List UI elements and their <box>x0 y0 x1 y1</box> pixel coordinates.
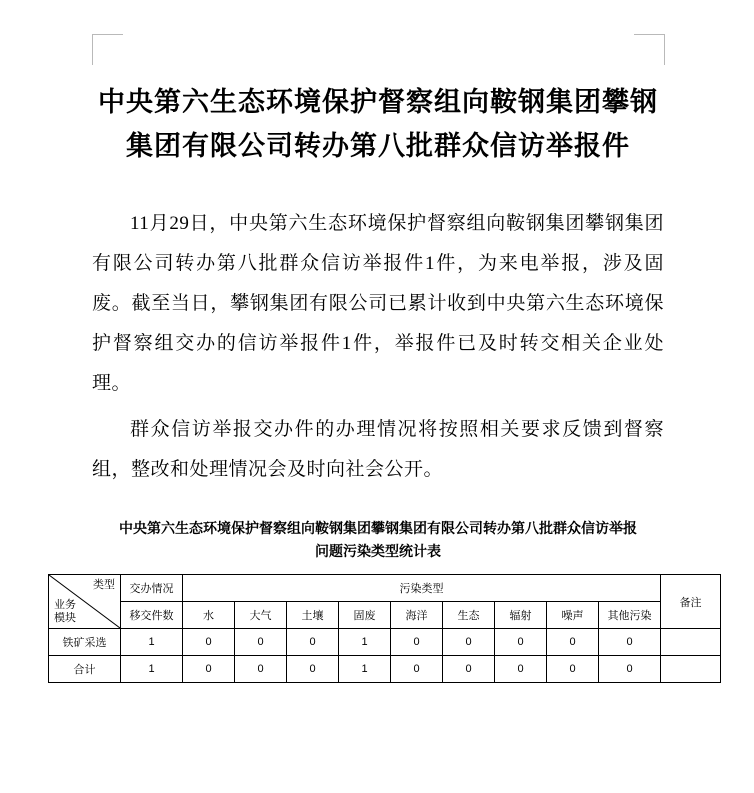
cell-solid-waste: 1 <box>339 629 391 656</box>
paragraph-2: 群众信访举报交办件的办理情况将按照相关要求反馈到督察组，整改和处理情况会及时向社会公开。 <box>92 419 664 480</box>
cell-ocean: 0 <box>391 656 443 683</box>
cell-noise: 0 <box>547 629 599 656</box>
sub-header-3: 土壤 <box>287 602 339 629</box>
corner-bottom-label: 业务 模块 <box>54 599 76 624</box>
cell-other-pollution: 0 <box>599 656 661 683</box>
sub-header-1: 水 <box>183 602 235 629</box>
cell-remark <box>661 656 721 683</box>
table-corner-cell <box>49 575 121 629</box>
cell-soil: 0 <box>287 656 339 683</box>
table-row <box>49 629 721 656</box>
cell-radiation: 0 <box>495 629 547 656</box>
table-header-row-2 <box>49 602 721 629</box>
cell-water: 0 <box>183 629 235 656</box>
cell-transfer-count: 1 <box>121 629 183 656</box>
body-text <box>92 204 664 490</box>
sub-header-0: 移交件数 <box>121 602 183 629</box>
table-caption: 中央第六生态环境保护督察组向鞍钢集团攀钢集团有限公司转办第八批群众信访举报问题污染类型统计表 <box>119 522 637 560</box>
cell-other-pollution: 0 <box>599 629 661 656</box>
sub-header-9: 其他污染 <box>599 602 661 629</box>
group-header-transfer: 交办情况 <box>121 575 183 602</box>
cell-radiation: 0 <box>495 656 547 683</box>
table-row <box>49 656 721 683</box>
crop-mark-top-right <box>634 34 665 65</box>
page-title: 中央第六生态环境保护督察组向鞍钢集团攀钢集团有限公司转办第八批群众信访举报件 <box>98 87 658 161</box>
document-content <box>54 64 702 683</box>
corner-top-label: 类型 <box>93 579 115 591</box>
sub-header-7: 辐射 <box>495 602 547 629</box>
cell-ecology: 0 <box>443 629 495 656</box>
table-header-row-1 <box>49 575 721 602</box>
sub-header-5: 海洋 <box>391 602 443 629</box>
cell-solid-waste: 1 <box>339 656 391 683</box>
sub-header-4: 固废 <box>339 602 391 629</box>
sub-header-2: 大气 <box>235 602 287 629</box>
sub-header-8: 噪声 <box>547 602 599 629</box>
cell-transfer-count: 1 <box>121 656 183 683</box>
row-label: 合计 <box>49 656 121 683</box>
cell-ecology: 0 <box>443 656 495 683</box>
crop-mark-top-left <box>92 34 123 65</box>
group-header-pollution: 污染类型 <box>183 575 661 602</box>
paragraph-1: 11月29日，中央第六生态环境保护督察组向鞍钢集团攀钢集团有限公司转办第八批群众信访举报件1件，为来电举报，涉及固废。截至当日，攀钢集团有限公司已累计收到中央第六生态环境保护督察组交办的信访举报件1件，举报件已及时转交相关企业处理。 <box>92 213 664 394</box>
group-header-remark: 备注 <box>661 575 721 629</box>
cell-ocean: 0 <box>391 629 443 656</box>
cell-soil: 0 <box>287 629 339 656</box>
cell-remark <box>661 629 721 656</box>
pollution-type-table <box>48 574 721 683</box>
cell-air: 0 <box>235 629 287 656</box>
cell-water: 0 <box>183 656 235 683</box>
cell-air: 0 <box>235 656 287 683</box>
cell-noise: 0 <box>547 656 599 683</box>
row-label: 铁矿采选 <box>49 629 121 656</box>
sub-header-6: 生态 <box>443 602 495 629</box>
